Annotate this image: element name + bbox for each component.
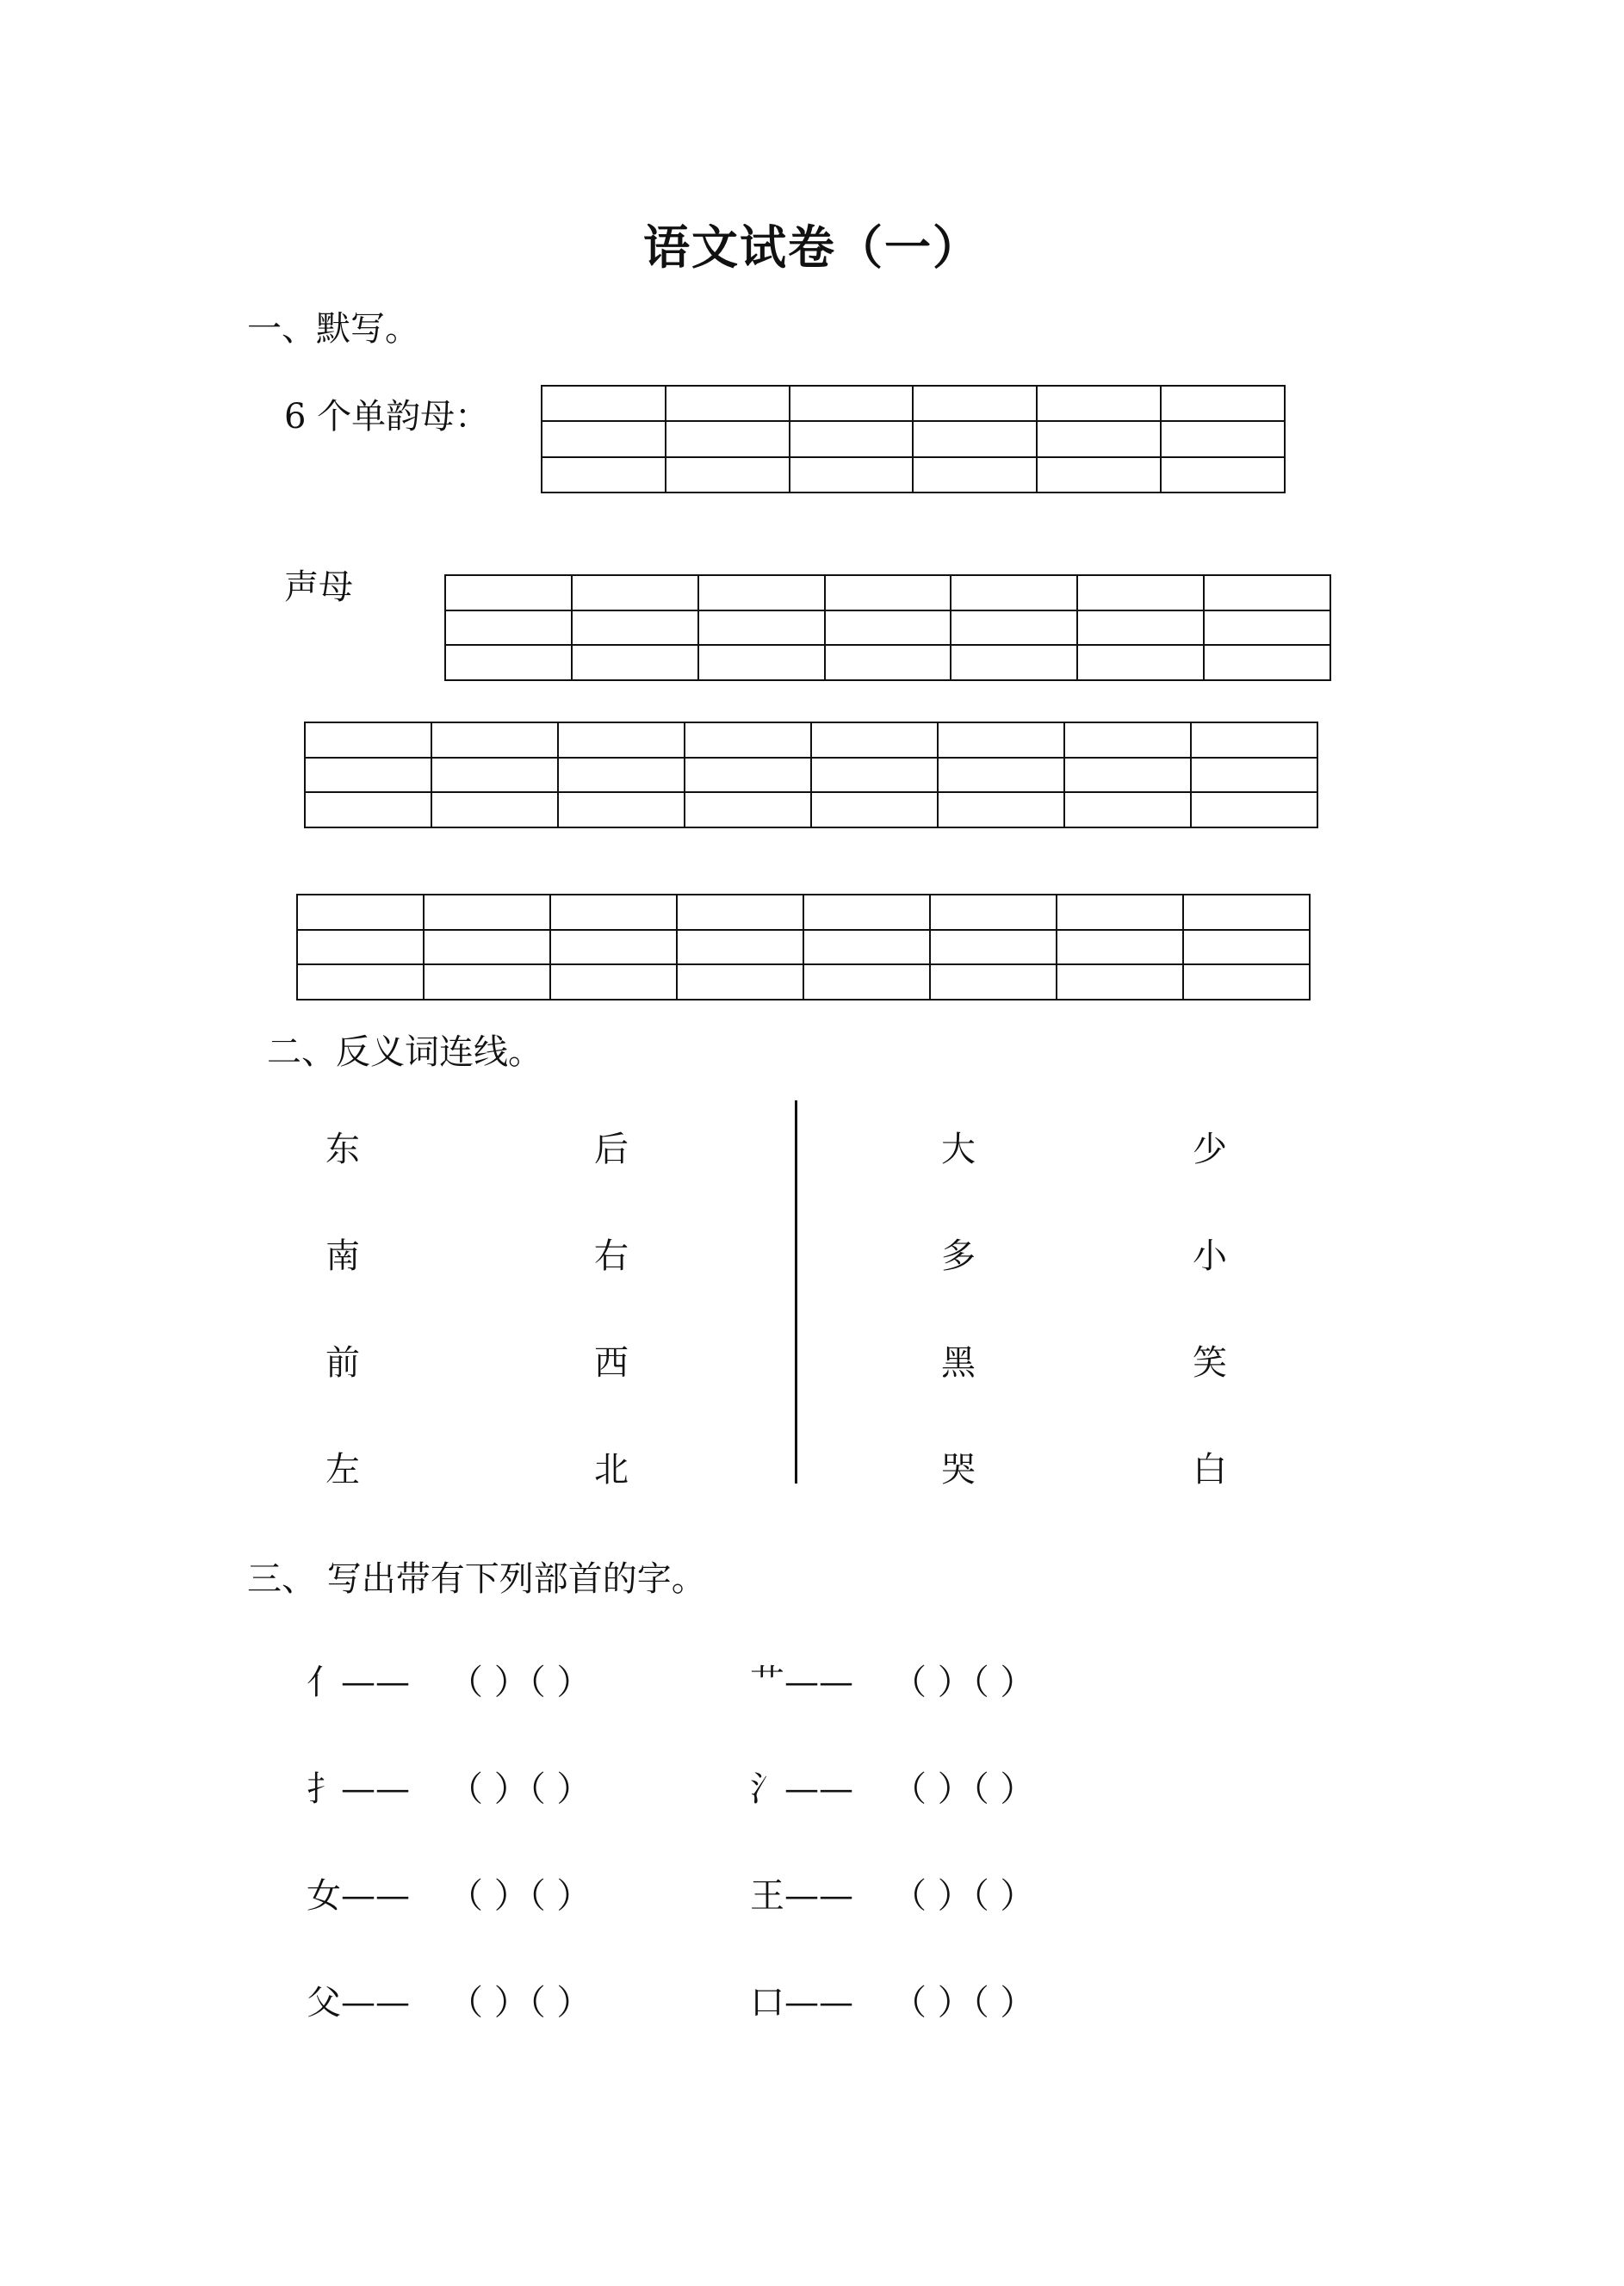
radical-label: 女—— [307, 1876, 410, 1916]
grid-cell[interactable] [550, 895, 677, 930]
grid-row [297, 964, 1310, 1000]
antonym-word[interactable]: 白 [1193, 1450, 1227, 1490]
grid-cell[interactable] [572, 645, 698, 680]
radical-label: 氵—— [750, 1769, 853, 1809]
grid-cell[interactable] [550, 930, 677, 965]
vowels-label: 6 个单韵母： [284, 397, 490, 437]
grid-cell[interactable] [1077, 575, 1204, 610]
grid-cell[interactable] [790, 457, 914, 493]
grid-cell[interactable] [297, 964, 424, 1000]
grid-cell[interactable] [445, 575, 572, 610]
antonym-word[interactable]: 右 [594, 1236, 629, 1276]
grid-cell[interactable] [825, 610, 951, 646]
grid-cell[interactable] [938, 792, 1064, 827]
radical-label: 王—— [750, 1876, 853, 1916]
grid-cell[interactable] [1037, 457, 1161, 493]
grid-cell[interactable] [930, 964, 1057, 1000]
grid-cell[interactable] [1161, 421, 1285, 456]
grid-cell[interactable] [811, 722, 938, 758]
grid-cell[interactable] [572, 610, 698, 646]
grid-cell[interactable] [297, 895, 424, 930]
initials-writing-grid-2[interactable] [304, 722, 1318, 828]
grid-cell[interactable] [825, 645, 951, 680]
grid-cell[interactable] [677, 930, 803, 965]
radical-label: 亻—— [307, 1663, 410, 1702]
grid-cell[interactable] [811, 758, 938, 793]
grid-cell[interactable] [1204, 645, 1330, 680]
grid-cell[interactable] [913, 421, 1037, 456]
answer-blanks[interactable]: （ ）（ ） [892, 1769, 1035, 1809]
antonym-word[interactable]: 少 [1193, 1130, 1227, 1169]
radical-label: 艹—— [750, 1663, 853, 1702]
grid-cell[interactable] [951, 575, 1077, 610]
grid-cell[interactable] [938, 722, 1064, 758]
grid-cell[interactable] [685, 792, 811, 827]
grid-cell[interactable] [803, 895, 930, 930]
answer-blanks[interactable]: （ ）（ ） [892, 1983, 1035, 2023]
grid-row [542, 421, 1285, 456]
grid-cell[interactable] [1191, 722, 1317, 758]
grid-cell[interactable] [1183, 895, 1310, 930]
grid-cell[interactable] [1064, 792, 1191, 827]
grid-row [305, 722, 1317, 758]
answer-blanks[interactable]: （ ）（ ） [892, 1663, 1035, 1702]
grid-row [542, 457, 1285, 493]
antonym-word[interactable]: 哭 [941, 1450, 976, 1490]
grid-cell[interactable] [1183, 930, 1310, 965]
grid-cell[interactable] [305, 758, 431, 793]
grid-cell[interactable] [811, 792, 938, 827]
antonym-word[interactable]: 多 [941, 1236, 976, 1276]
grid-cell[interactable] [1064, 722, 1191, 758]
grid-cell[interactable] [305, 792, 431, 827]
grid-cell[interactable] [431, 722, 558, 758]
grid-cell[interactable] [685, 758, 811, 793]
antonym-word[interactable]: 北 [594, 1450, 629, 1490]
grid-row [297, 895, 1310, 930]
grid-cell[interactable] [698, 575, 825, 610]
grid-row [445, 645, 1330, 680]
antonym-word[interactable]: 西 [594, 1343, 629, 1383]
antonym-word[interactable]: 黑 [941, 1343, 976, 1383]
grid-cell[interactable] [1064, 758, 1191, 793]
vowels-writing-grid[interactable] [541, 385, 1286, 493]
grid-cell[interactable] [1183, 964, 1310, 1000]
initials-writing-grid-1[interactable] [444, 574, 1331, 681]
answer-blanks[interactable]: （ ）（ ） [449, 1983, 592, 2023]
grid-cell[interactable] [1057, 964, 1183, 1000]
antonym-word[interactable]: 左 [325, 1450, 360, 1490]
grid-row [297, 930, 1310, 965]
grid-cell[interactable] [677, 964, 803, 1000]
grid-cell[interactable] [558, 758, 685, 793]
grid-row [445, 575, 1330, 610]
section-3-heading: 三、 写出带有下列部首的字。 [247, 1559, 706, 1599]
grid-cell[interactable] [424, 930, 550, 965]
grid-cell[interactable] [825, 575, 951, 610]
grid-cell[interactable] [542, 421, 666, 456]
section-2-heading: 二、反义词连线。 [267, 1032, 542, 1072]
antonym-word[interactable]: 笑 [1193, 1343, 1227, 1383]
grid-row [445, 610, 1330, 646]
grid-cell[interactable] [1161, 457, 1285, 493]
grid-cell[interactable] [431, 792, 558, 827]
grid-cell[interactable] [431, 758, 558, 793]
grid-cell[interactable] [677, 895, 803, 930]
radical-label: 扌—— [307, 1769, 410, 1809]
grid-cell[interactable] [1057, 895, 1183, 930]
section-1-heading: 一、默写。 [247, 309, 419, 349]
grid-cell[interactable] [666, 421, 790, 456]
grid-cell[interactable] [666, 457, 790, 493]
grid-row [542, 386, 1285, 421]
grid-cell[interactable] [803, 964, 930, 1000]
grid-cell[interactable] [930, 895, 1057, 930]
grid-cell[interactable] [951, 645, 1077, 680]
grid-cell[interactable] [542, 386, 666, 421]
grid-cell[interactable] [550, 964, 677, 1000]
initials-writing-grid-3[interactable] [296, 894, 1311, 1001]
answer-blanks[interactable]: （ ）（ ） [449, 1769, 592, 1809]
grid-row [305, 758, 1317, 793]
page-title: 语文试卷（一） [643, 220, 981, 275]
antonym-word[interactable]: 小 [1193, 1236, 1227, 1276]
grid-cell[interactable] [913, 457, 1037, 493]
grid-cell[interactable] [542, 457, 666, 493]
grid-cell[interactable] [445, 610, 572, 646]
antonym-word[interactable]: 东 [325, 1130, 360, 1169]
answer-blanks[interactable]: （ ）（ ） [449, 1876, 592, 1916]
grid-cell[interactable] [913, 386, 1037, 421]
grid-cell[interactable] [558, 722, 685, 758]
column-divider [795, 1100, 797, 1484]
grid-cell[interactable] [685, 722, 811, 758]
grid-cell[interactable] [424, 895, 550, 930]
grid-cell[interactable] [1191, 758, 1317, 793]
grid-cell[interactable] [1204, 575, 1330, 610]
grid-cell[interactable] [698, 645, 825, 680]
grid-cell[interactable] [1161, 386, 1285, 421]
grid-cell[interactable] [803, 930, 930, 965]
grid-cell[interactable] [698, 610, 825, 646]
grid-cell[interactable] [951, 610, 1077, 646]
grid-cell[interactable] [558, 792, 685, 827]
grid-cell[interactable] [424, 964, 550, 1000]
grid-cell[interactable] [445, 645, 572, 680]
antonym-word[interactable]: 大 [941, 1130, 976, 1169]
radical-label: 父—— [307, 1983, 410, 2023]
antonym-word[interactable]: 前 [325, 1343, 360, 1383]
grid-cell[interactable] [790, 386, 914, 421]
grid-cell[interactable] [1077, 610, 1204, 646]
grid-cell[interactable] [297, 930, 424, 965]
grid-cell[interactable] [572, 575, 698, 610]
grid-cell[interactable] [1077, 645, 1204, 680]
grid-cell[interactable] [1191, 792, 1317, 827]
grid-cell[interactable] [305, 722, 431, 758]
grid-cell[interactable] [1204, 610, 1330, 646]
grid-cell[interactable] [938, 758, 1064, 793]
antonym-word[interactable]: 后 [594, 1130, 629, 1169]
grid-cell[interactable] [1037, 386, 1161, 421]
grid-row [305, 792, 1317, 827]
grid-cell[interactable] [666, 386, 790, 421]
grid-cell[interactable] [1057, 930, 1183, 965]
grid-cell[interactable] [1037, 421, 1161, 456]
answer-blanks[interactable]: （ ）（ ） [892, 1876, 1035, 1916]
grid-cell[interactable] [930, 930, 1057, 965]
answer-blanks[interactable]: （ ）（ ） [449, 1663, 592, 1702]
grid-cell[interactable] [790, 421, 914, 456]
initials-label: 声母 [284, 567, 353, 607]
radical-label: 口—— [750, 1983, 853, 2023]
antonym-word[interactable]: 南 [325, 1236, 360, 1276]
